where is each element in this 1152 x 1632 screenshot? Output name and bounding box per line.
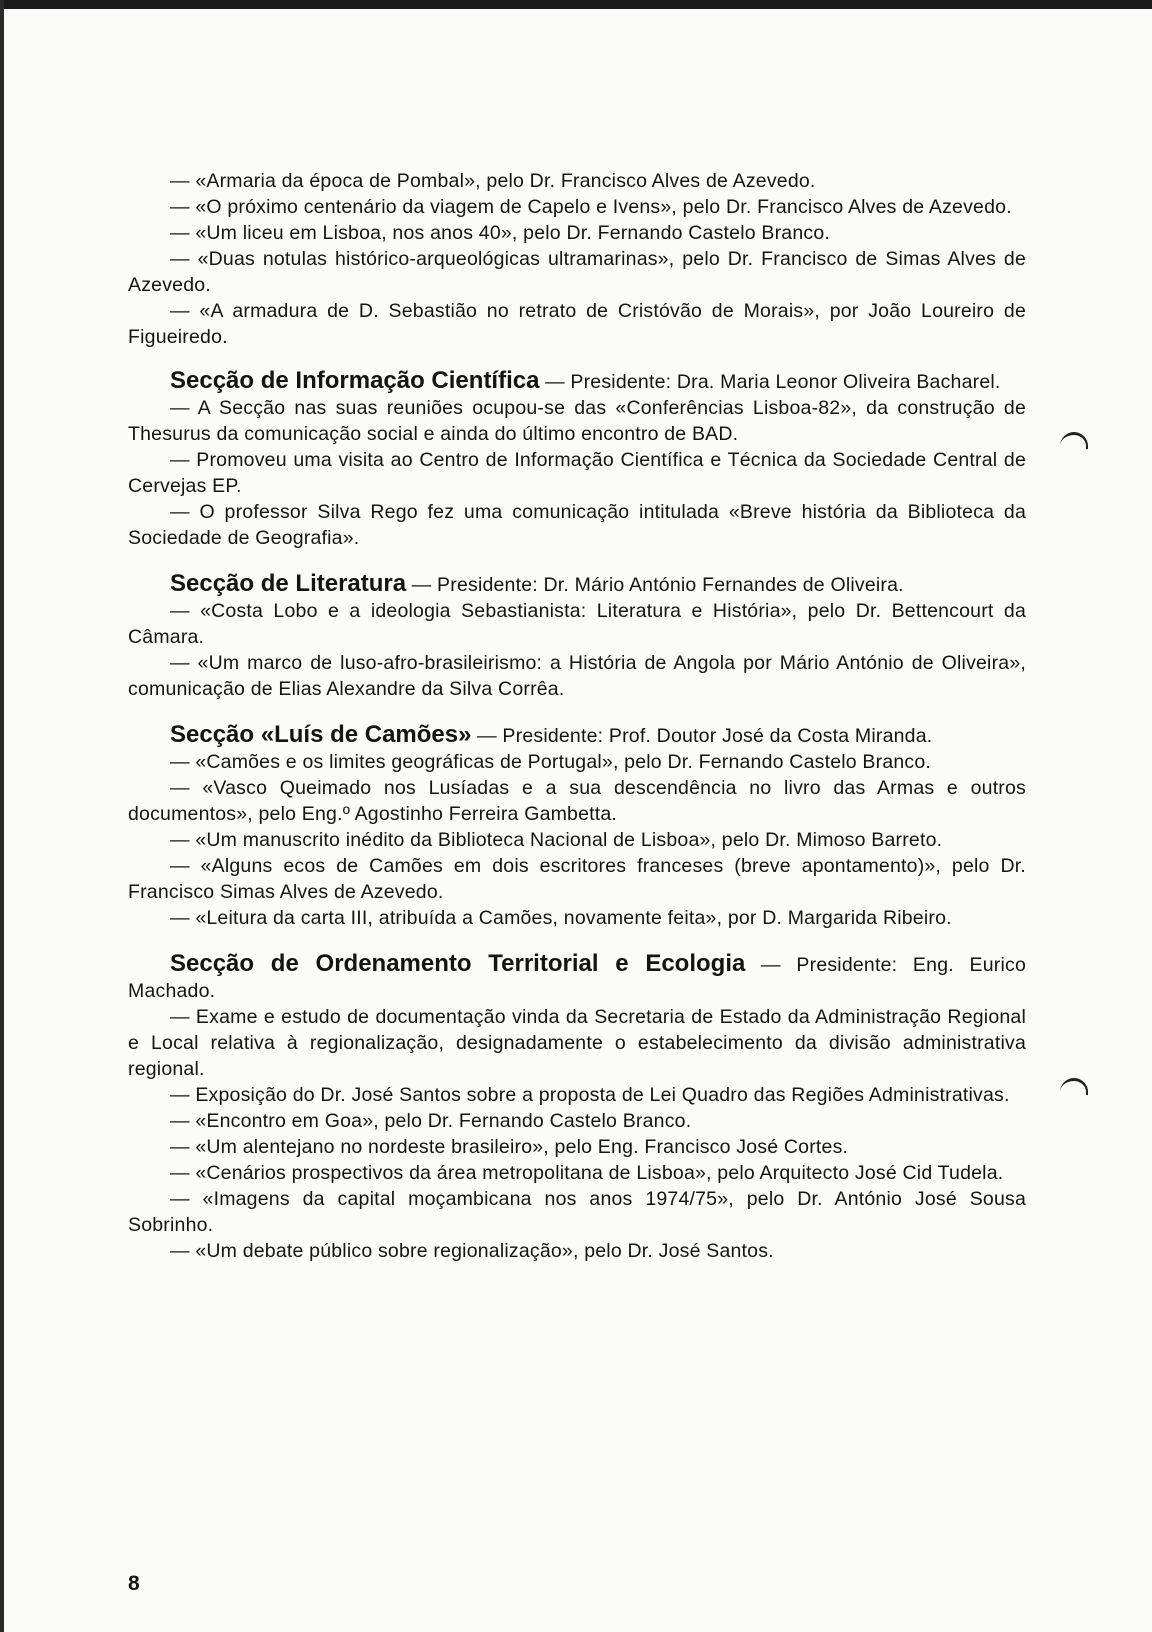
- section-title: Secção de Informação Científica: [170, 367, 540, 394]
- list-item: — «Um debate público sobre regionalização», pelo Dr. José Santos.: [170, 1240, 774, 1262]
- list-item: — «Vasco Queimado nos Lusíadas e a sua descendência no livro das Armas e outros documentos», pelo Eng.º Agostinho Ferreira Gambetta.: [128, 777, 1026, 825]
- list-item: — «Armaria da época de Pombal», pelo Dr. Francisco Alves de Azevedo.: [170, 170, 816, 192]
- list-item: — «Imagens da capital moçambicana nos anos 1974/75», pelo Dr. António José Sousa Sobrinho.: [128, 1188, 1026, 1236]
- section-heading-luis-de-camoes: [128, 722, 1026, 749]
- section-heading-ordenamento-territorial: [128, 951, 1026, 1004]
- list-item: — «O próximo centenário da viagem de Capelo e Ivens», pelo Dr. Francisco Alves de Azevedo.: [170, 196, 1012, 218]
- section-heading-informacao-cientifica: [128, 368, 1026, 395]
- list-item: — «Leitura da carta III, atribuída a Camões, novamente feita», por D. Margarida Ribeiro.: [170, 907, 952, 929]
- binding-hole-mark: [1060, 1078, 1088, 1095]
- list-item: — «Duas notulas histórico-arqueológicas ultramarinas», pelo Dr. Francisco de Simas Alves de Azevedo.: [128, 248, 1026, 296]
- section-title: Secção de Literatura: [170, 570, 407, 597]
- section-president: — Presidente: Dr. Mário António Fernandes de Oliveira.: [406, 574, 904, 596]
- list-item: — «Costa Lobo e a ideologia Sebastianista: Literatura e História», pelo Dr. Bettencourt da Câmara.: [128, 600, 1026, 648]
- list-item: — Promoveu uma visita ao Centro de Informação Científica e Técnica da Sociedade Central de Cervejas EP.: [128, 449, 1026, 497]
- list-item: — «Um manuscrito inédito da Biblioteca Nacional de Lisboa», pelo Dr. Mimoso Barreto.: [170, 829, 943, 851]
- section-title: Secção «Luís de Camões»: [170, 721, 472, 748]
- list-item: — «A armadura de D. Sebastião no retrato de Cristóvão de Morais», por João Loureiro de Figueiredo.: [128, 300, 1026, 348]
- list-item: — «Um alentejano no nordeste brasileiro», pelo Eng. Francisco José Cortes.: [170, 1136, 849, 1158]
- section-president: — Presidente: Eng. Eurico Machado.: [128, 954, 1027, 1002]
- list-item: — «Camões e os limites geográficas de Portugal», pelo Dr. Fernando Castelo Branco.: [170, 751, 932, 773]
- list-item: — «Cenários prospectivos da área metropolitana de Lisboa», pelo Arquitecto José Cid Tudela.: [170, 1162, 1004, 1184]
- section-heading-literatura: [128, 571, 1026, 598]
- section-president: — Presidente: Dra. Maria Leonor Oliveira Bacharel.: [539, 371, 1001, 393]
- page-top-border: [0, 0, 1152, 9]
- page-number: 8: [128, 1572, 140, 1595]
- list-item: — «Um marco de luso-afro-brasileirismo: a História de Angola por Mário António de Oliveira», comunicação de Elias Alexandre da Silva Corrêa.: [128, 652, 1026, 700]
- list-item: — «Um liceu em Lisboa, nos anos 40», pelo Dr. Fernando Castelo Branco.: [170, 222, 831, 244]
- list-item: — Exposição do Dr. José Santos sobre a proposta de Lei Quadro das Regiões Administrativas.: [170, 1084, 1010, 1106]
- page-left-border: [0, 0, 4, 1632]
- document-body: [128, 168, 1026, 1264]
- list-item: — A Secção nas suas reuniões ocupou-se das «Conferências Lisboa-82», da construção de Thesurus da comunicação social e ainda do último encontro de BAD.: [128, 397, 1026, 445]
- binding-hole-mark: [1060, 432, 1088, 449]
- list-item: — «Encontro em Goa», pelo Dr. Fernando Castelo Branco.: [170, 1110, 692, 1132]
- list-item: — Exame e estudo de documentação vinda da Secretaria de Estado da Administração Regional e Local relativa à regionalização, designadamente o estabelecimento da divisão administrativa regional.: [128, 1006, 1026, 1080]
- section-title: Secção de Ordenamento Territorial e Ecologia: [170, 950, 746, 977]
- section-president: — Presidente: Prof. Doutor José da Costa Miranda.: [471, 725, 933, 747]
- list-item: — «Alguns ecos de Camões em dois escritores franceses (breve apontamento)», pelo Dr. Francisco Simas Alves de Azevedo.: [128, 855, 1026, 903]
- list-item: — O professor Silva Rego fez uma comunicação intitulada «Breve história da Biblioteca da Sociedade de Geografia».: [128, 501, 1026, 549]
